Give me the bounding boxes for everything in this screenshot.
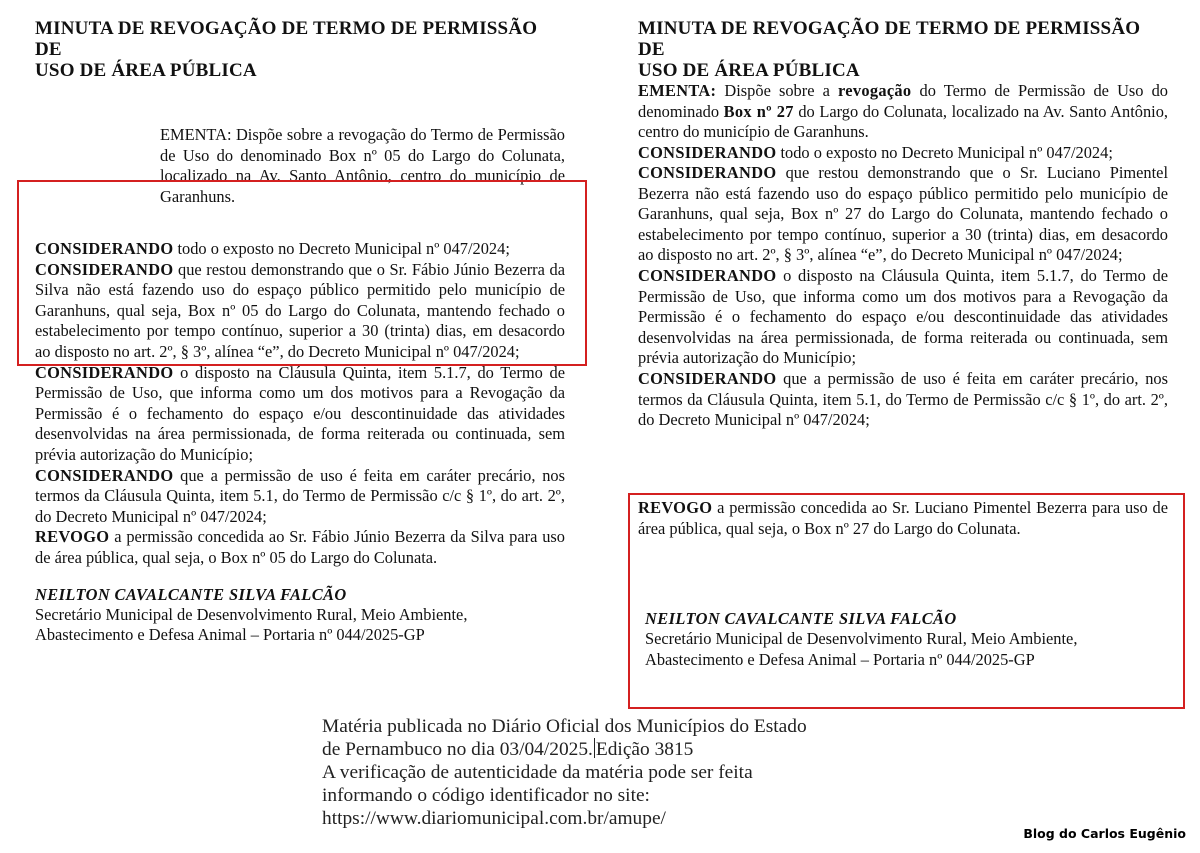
left-title-line-2: USO DE ÁREA PÚBLICA <box>35 60 257 81</box>
text-cursor <box>594 738 595 758</box>
blog-watermark: Blog do Carlos Eugênio <box>1023 826 1186 841</box>
ementa-text: Dispõe sobre a <box>716 81 838 100</box>
considerando-text: que a permissão de uso é feita em caráter precário, nos termos da Cláusula Quinta, item 5.1, do Termo de Permissão c/c § 1º, do art. 2º, do Decreto Municipal nº 047/2024; <box>35 465 565 526</box>
considerando-keyword: CONSIDERANDO <box>638 142 777 162</box>
right-title <box>638 18 1168 81</box>
edition-number: Edição 3815 <box>595 739 694 760</box>
publication-line-2 <box>322 738 942 761</box>
right-ementa <box>638 81 1168 143</box>
considerando-text: o disposto na Cláusula Quinta, item 5.1.7, do Termo de Permissão de Uso, que informa como um dos motivos para a Revogação da Permissão é o fechamento do espaço e/ou descontinuidade das atividades desenvolvidas na área permissionada, de forma reiterada ou continuada, sem prévia autorização do Município; <box>35 362 565 464</box>
ementa-bold: revogação <box>838 81 912 100</box>
considerando-text: o disposto na Cláusula Quinta, item 5.1.7, do Termo de Permissão de Uso, que informa como um dos motivos para a Revogação da Permissão é o fechamento do espaço e/ou descontinuidade das atividades desenvolvidas na área permissionada, de forma reiterada ou continuada, sem prévia autorização do Município; <box>638 266 1168 368</box>
left-revogo <box>35 527 565 568</box>
left-signature <box>35 585 565 646</box>
right-considerando-1 <box>638 143 1168 164</box>
revogo-keyword: REVOGO <box>35 527 110 547</box>
considerando-text: que a permissão de uso é feita em caráter precário, nos termos da Cláusula Quinta, item 5.1, do Termo de Permissão c/c § 1º, do art. 2º, do Decreto Municipal nº 047/2024; <box>638 369 1168 430</box>
revogo-keyword: REVOGO <box>638 498 713 517</box>
left-title-line-1: MINUTA DE REVOGAÇÃO DE TERMO DE PERMISSÃO DE <box>35 18 538 60</box>
right-title-line-1: MINUTA DE REVOGAÇÃO DE TERMO DE PERMISSÃO DE <box>638 18 1141 60</box>
signatory-role: Secretário Municipal de Desenvolvimento Rural, Meio Ambiente, Abastecimento e Defesa Animal – Portaria nº 044/2025-GP <box>35 604 468 645</box>
right-title-line-2: USO DE ÁREA PÚBLICA <box>638 60 860 81</box>
ementa-text: do Largo do Colunata, localizado na Av. Santo Antônio, centro do município de Garanhuns. <box>638 101 1168 141</box>
ementa-bold: Box nº 27 <box>723 101 794 121</box>
considerando-keyword: CONSIDERANDO <box>35 239 174 258</box>
publication-line-1: Matéria publicada no Diário Oficial dos Municípios do Estado <box>322 716 807 737</box>
right-considerando-4 <box>638 369 1168 431</box>
considerando-keyword: CONSIDERANDO <box>638 163 777 183</box>
considerando-keyword: CONSIDERANDO <box>35 362 174 382</box>
signatory-name: NEILTON CAVALCANTE SILVA FALCÃO <box>645 609 957 628</box>
right-considerando-2 <box>638 163 1168 266</box>
considerando-text: que restou demonstrando que o Sr. Luciano Pimentel Bezerra não está fazendo uso do espaço público permitido pelo município de Garanhuns, qual seja, Box nº 27 do Largo do Colunata, mantendo fechado o estabelecimento por tempo contínuo, superior a 30 (trinta) dias, em desacordo ao disposto no art. 2º, § 3º, alínea “e”, do Decreto Municipal nº 047/2024; <box>638 163 1168 265</box>
ementa-keyword: EMENTA: <box>638 81 717 100</box>
publication-url: https://www.diariomunicipal.com.br/amupe/ <box>322 808 666 829</box>
right-document <box>638 18 1168 431</box>
publication-line-4: informando o código identificador no site: <box>322 785 650 806</box>
left-considerando-4 <box>35 466 565 528</box>
considerando-keyword: CONSIDERANDO <box>638 266 777 286</box>
considerando-keyword: CONSIDERANDO <box>35 465 174 485</box>
publication-date: de Pernambuco no dia 03/04/2025. <box>322 739 593 760</box>
right-considerando-3 <box>638 266 1168 369</box>
considerando-text: todo o exposto no Decreto Municipal nº 047/2024; <box>173 239 510 258</box>
signatory-name: NEILTON CAVALCANTE SILVA FALCÃO <box>35 584 347 604</box>
left-considerando-3 <box>35 363 565 466</box>
publication-line-3: A verificação de autenticidade da matéria pode ser feita <box>322 762 753 783</box>
considerando-text: que restou demonstrando que o Sr. Fábio Júnio Bezerra da Silva não está fazendo uso do espaço público permitido pelo município de Garanhuns, qual seja, Box nº 05 do Largo do Colunata, mantendo fechado o estabelecimento por tempo contínuo, superior a 30 (trinta) dias, em desacordo ao disposto no art. 2º, § 3º, alínea “e”, do Decreto Municipal nº 047/2024; <box>35 259 565 361</box>
left-highlight-box <box>17 180 587 366</box>
publication-note <box>322 715 942 830</box>
considerando-keyword: CONSIDERANDO <box>35 259 174 279</box>
signatory-role: Secretário Municipal de Desenvolvimento Rural, Meio Ambiente, Abastecimento e Defesa Animal – Portaria nº 044/2025-GP <box>645 629 1078 669</box>
revogo-text: a permissão concedida ao Sr. Fábio Júnio Bezerra da Silva para uso de área pública, qual seja, o Box nº 05 do Largo do Colunata. <box>35 527 565 567</box>
right-highlight-box <box>628 493 1185 709</box>
considerando-keyword: CONSIDERANDO <box>638 369 777 389</box>
considerando-text: todo o exposto no Decreto Municipal nº 047/2024; <box>776 142 1113 162</box>
left-ementa: EMENTA: Dispõe sobre a revogação do Termo de Permissão de Uso do denominado Box nº 05 do Largo do Colunata, localizado na Av. Santo Antônio, centro do município de Garanhuns. <box>160 125 565 206</box>
left-title <box>35 18 565 81</box>
revogo-text: a permissão concedida ao Sr. Luciano Pimentel Bezerra para uso de área pública, qual seja, o Box nº 27 do Largo do Colunata. <box>638 498 1168 538</box>
ementa-text: do Termo de Permissão de Uso do denominado <box>638 81 1168 121</box>
